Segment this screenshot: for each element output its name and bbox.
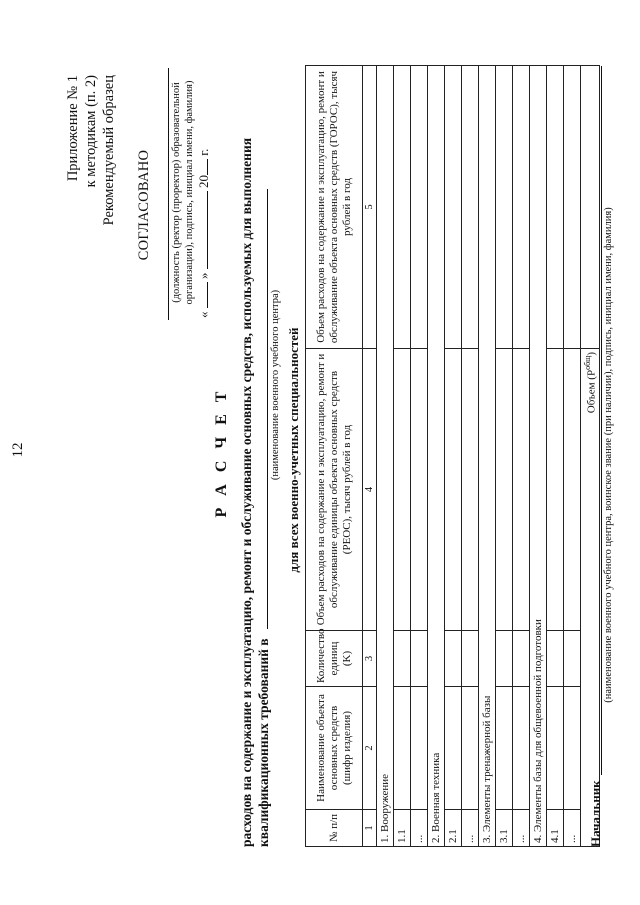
center-name-caption: (наименование военного учебного центра) [270, 289, 281, 481]
approval-caption-line-1: (должность (ректор (проректор) образовательной [171, 82, 182, 303]
subtitle-line-2-text: квалификационных требований в [256, 638, 271, 847]
date-year-blank [207, 159, 208, 175]
header-total-expense: Объем расходов на содержание и эксплуатацию, ремонт и обслуживание объекта основных средств (ГОРОС), тысяч рублей в год [306, 66, 363, 349]
table-column-numbers-row [363, 66, 377, 847]
section-title-armament: 1. Вооружение [377, 66, 394, 847]
table-row [564, 66, 581, 847]
table-header-row [306, 66, 363, 847]
signature-caption: (наименование военного учебного центра, воинское звание (при наличии), подпись, инициал имени, фамилия) [603, 207, 614, 703]
table-row [411, 66, 428, 847]
signature-line [601, 66, 602, 775]
table-section-row [428, 66, 445, 847]
approval-caption [170, 65, 196, 320]
row-number: ... [411, 810, 428, 847]
approval-caption-line-2: организации), подпись, инициал имени, фамилия) [184, 80, 195, 305]
expense-table [305, 65, 600, 847]
table-total-row [581, 66, 600, 847]
date-year: 20 [196, 175, 211, 188]
signature-label: Начальник [588, 780, 603, 847]
column-number: 2 [363, 687, 377, 810]
row-number: 2.1 [445, 810, 462, 847]
row-number: ... [462, 810, 479, 847]
specialties-line: для всех военно-учетных специальностей [286, 327, 301, 573]
row-number: ... [564, 810, 581, 847]
total-value [581, 66, 600, 349]
column-number: 3 [363, 631, 377, 687]
column-number: 1 [363, 810, 377, 847]
approval-date [196, 149, 212, 318]
row-number: 1.1 [394, 810, 411, 847]
total-label [581, 349, 600, 847]
section-title-general-training: 4. Элементы базы для общевоенной подготовки [530, 66, 547, 847]
document-subtitle [238, 57, 272, 847]
date-month-blank [207, 191, 208, 269]
header-object-name: Наименование объекта основных средств (шифр изделия) [306, 687, 363, 810]
column-number: 4 [363, 349, 377, 631]
date-day-blank [207, 282, 208, 308]
table-row [445, 66, 462, 847]
table-section-row [479, 66, 496, 847]
header-quantity: Количество единиц (K) [306, 631, 363, 687]
table-row [513, 66, 530, 847]
appendix-line-2: к методикам (п. 2) [83, 75, 99, 188]
total-superscript: общ [583, 355, 592, 370]
approval-signature-line [168, 68, 169, 320]
total-label-close: ) [585, 352, 598, 356]
appendix-block [64, 75, 118, 315]
total-label-text: Объем (P [585, 369, 598, 414]
date-suffix: г. [196, 148, 211, 156]
page-number: 12 [10, 442, 26, 458]
column-number: 5 [363, 66, 377, 349]
header-unit-expense: Объем расходов на содержание и эксплуатацию, ремонт и обслуживание единицы объекта основных средств (PEOC), тысяч рублей в год [306, 349, 363, 631]
table-section-row [377, 66, 394, 847]
table-row [462, 66, 479, 847]
table-row [394, 66, 411, 847]
row-number: 4.1 [547, 810, 564, 847]
document-title: Р А С Ч Е Т [213, 387, 230, 518]
section-title-vehicles: 2. Военная техника [428, 66, 445, 847]
subtitle-line-1: расходов на содержание и эксплуатацию, ремонт и обслуживание основных средств, используемых для выполнения [239, 137, 254, 847]
approval-title: СОГЛАСОВАНО [136, 149, 152, 261]
row-number: ... [513, 810, 530, 847]
header-number: № п/п [306, 810, 363, 847]
date-quote-close: » [196, 272, 211, 279]
section-title-simulators: 3. Элементы тренажерной базы [479, 66, 496, 847]
center-name-blank [267, 189, 268, 629]
appendix-line-3: Рекомендуемый образец [101, 75, 117, 226]
table-row [547, 66, 564, 847]
row-number: 3.1 [496, 810, 513, 847]
appendix-line-1: Приложение № 1 [65, 75, 81, 182]
table-section-row [530, 66, 547, 847]
date-quote-open: « [196, 311, 211, 318]
table-row [496, 66, 513, 847]
